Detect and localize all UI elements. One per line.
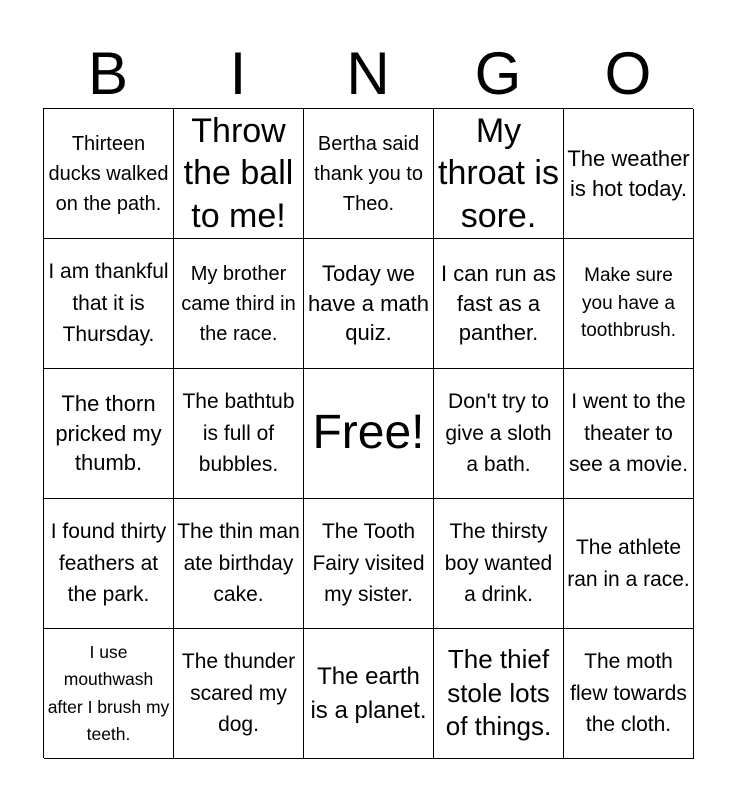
cell-text: Today we have a math quiz. bbox=[307, 260, 430, 346]
cell-text: I went to the theater to see a movie. bbox=[568, 390, 689, 477]
header-letter-i: I bbox=[229, 40, 247, 107]
cell-text: The earth is a planet. bbox=[310, 663, 427, 724]
bingo-cell[interactable] bbox=[174, 239, 304, 369]
bingo-cell[interactable] bbox=[44, 499, 174, 629]
bingo-cell[interactable] bbox=[174, 369, 304, 499]
cell-text: The thunder scared my dog. bbox=[181, 650, 296, 737]
cell-text: My throat is sore. bbox=[438, 111, 559, 235]
cell-text: The thirsty boy wanted a drink. bbox=[444, 520, 553, 607]
bingo-cell[interactable] bbox=[44, 369, 174, 499]
bingo-board bbox=[43, 108, 693, 758]
cell-text: I found thirty feathers at the park. bbox=[50, 520, 167, 607]
cell-text: Thirteen ducks walked on the path. bbox=[48, 132, 169, 215]
cell-text: The bathtub is full of bubbles. bbox=[182, 390, 295, 477]
bingo-cell[interactable] bbox=[564, 629, 694, 759]
cell-text: My brother came third in the race. bbox=[181, 262, 296, 345]
bingo-cell[interactable] bbox=[434, 109, 564, 239]
bingo-cell[interactable] bbox=[304, 499, 434, 629]
cell-text: The weather is hot today. bbox=[567, 145, 690, 201]
cell-text: The Tooth Fairy visited my sister. bbox=[312, 520, 425, 607]
bingo-cell[interactable] bbox=[44, 109, 174, 239]
bingo-cell[interactable] bbox=[434, 499, 564, 629]
bingo-cell[interactable] bbox=[304, 629, 434, 759]
bingo-cell[interactable] bbox=[174, 629, 304, 759]
bingo-cell[interactable] bbox=[174, 499, 304, 629]
bingo-cell[interactable] bbox=[564, 499, 694, 629]
header-letter-n: N bbox=[346, 40, 390, 107]
cell-text: I am thankful that it is Thursday. bbox=[48, 260, 169, 347]
cell-text: The thief stole lots of things. bbox=[445, 643, 552, 742]
bingo-cell[interactable] bbox=[434, 629, 564, 759]
cell-text: Make sure you have a toothbrush. bbox=[580, 265, 677, 342]
cell-text: The moth flew towards the cloth. bbox=[570, 650, 687, 737]
bingo-header bbox=[43, 40, 693, 108]
header-letter-o: O bbox=[604, 40, 652, 107]
bingo-cell[interactable] bbox=[304, 369, 434, 499]
bingo-cell[interactable] bbox=[174, 109, 304, 239]
bingo-cell[interactable] bbox=[44, 239, 174, 369]
cell-text: The thin man ate birthday cake. bbox=[177, 520, 300, 607]
bingo-cell[interactable] bbox=[434, 369, 564, 499]
bingo-cell[interactable] bbox=[434, 239, 564, 369]
bingo-cell[interactable] bbox=[304, 109, 434, 239]
bingo-cell[interactable] bbox=[304, 239, 434, 369]
cell-text: The thorn pricked my thumb. bbox=[55, 390, 162, 476]
bingo-cell[interactable] bbox=[564, 369, 694, 499]
header-letter-g: G bbox=[474, 40, 522, 107]
header-letter-b: B bbox=[87, 40, 129, 107]
cell-text: I can run as fast as a panther. bbox=[441, 260, 556, 346]
cell-text: The athlete ran in a race. bbox=[567, 536, 690, 591]
bingo-cell[interactable] bbox=[564, 239, 694, 369]
bingo-cell[interactable] bbox=[44, 629, 174, 759]
bingo-cell[interactable] bbox=[564, 109, 694, 239]
cell-text: I use mouthwash after I brush my teeth. bbox=[47, 642, 170, 744]
free-space: Free! bbox=[312, 406, 425, 460]
cell-text: Bertha said thank you to Theo. bbox=[314, 132, 423, 215]
cell-text: Throw the ball to me! bbox=[183, 111, 294, 235]
cell-text: Don't try to give a sloth a bath. bbox=[445, 390, 552, 477]
